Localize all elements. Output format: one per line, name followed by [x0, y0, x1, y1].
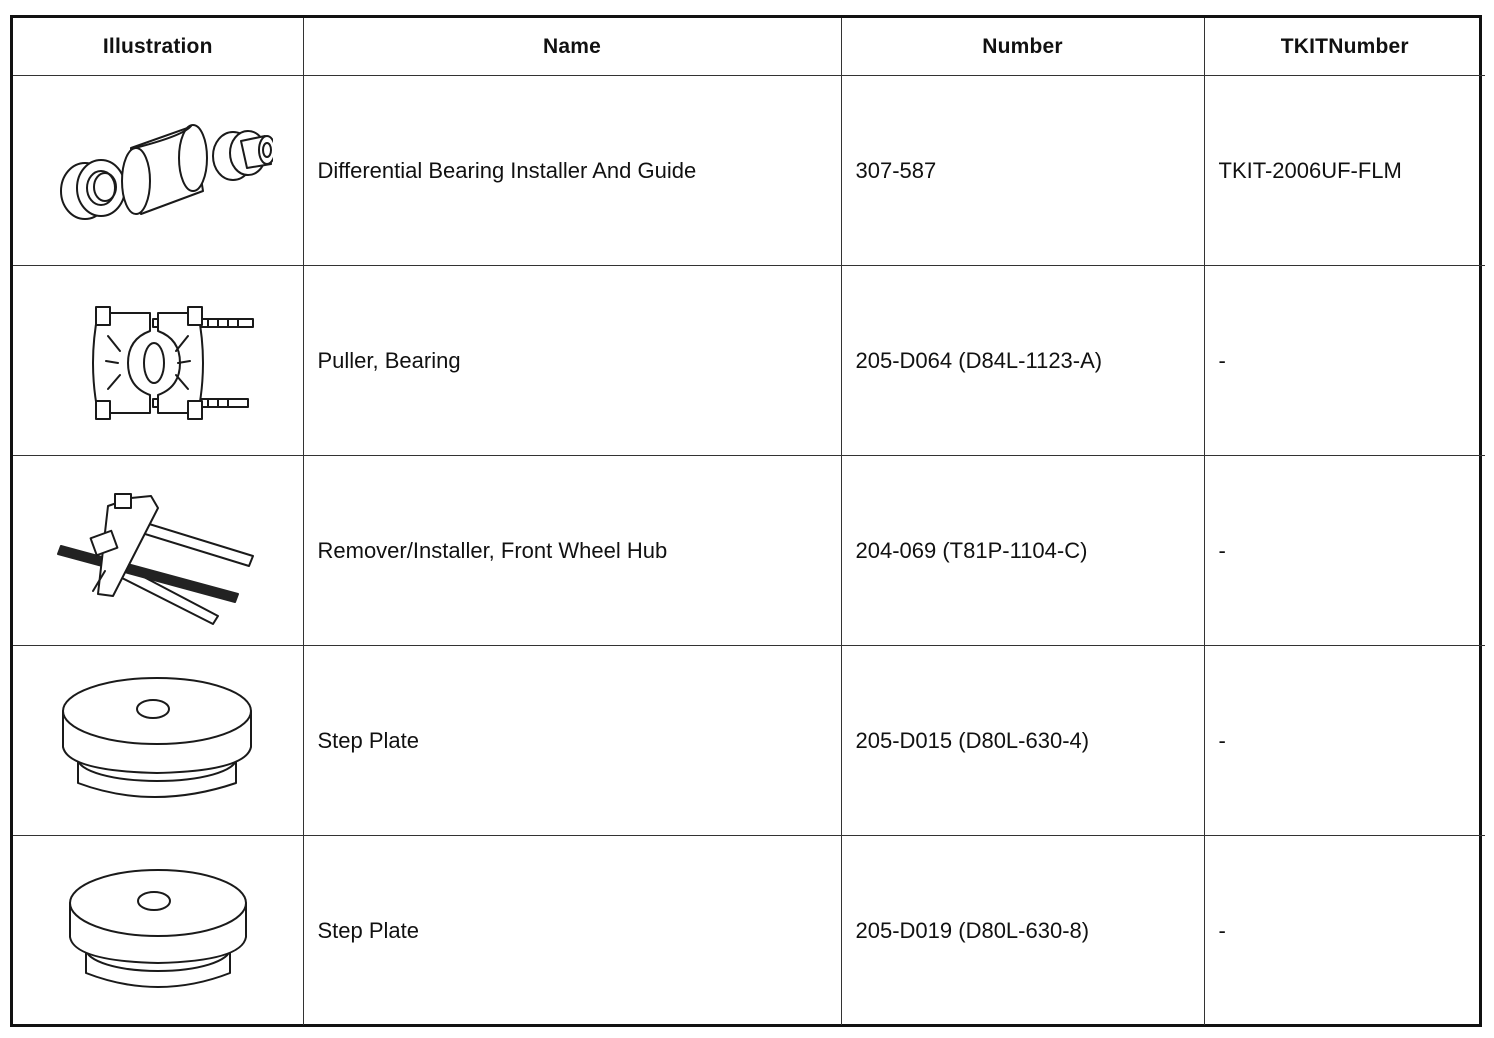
- tool-name-cell: Step Plate: [303, 646, 841, 836]
- tool-name-cell: Remover/Installer, Front Wheel Hub: [303, 456, 841, 646]
- table-header-row: [13, 18, 1485, 76]
- hub-remover-installer-icon: [53, 476, 263, 626]
- table-row: [13, 76, 1485, 266]
- illustration-cell: [13, 76, 303, 266]
- illustration-cell: [13, 456, 303, 646]
- differential-bearing-installer-icon: [43, 96, 273, 246]
- header-illustration: Illustration: [13, 18, 303, 76]
- table-row: [13, 456, 1485, 646]
- tool-number-cell: 307-587: [841, 76, 1204, 266]
- table-row: [13, 646, 1485, 836]
- tool-name-cell: Step Plate: [303, 836, 841, 1026]
- tool-number-cell: 205-D019 (D80L-630-8): [841, 836, 1204, 1026]
- step-plate-icon: [58, 671, 258, 811]
- bearing-puller-icon: [58, 291, 258, 431]
- tkit-number-cell: -: [1204, 646, 1485, 836]
- tkit-number-cell: -: [1204, 266, 1485, 456]
- special-tools-table-container: [10, 15, 1482, 1027]
- special-tools-table: [13, 18, 1485, 1025]
- header-number: Number: [841, 18, 1204, 76]
- header-name: Name: [303, 18, 841, 76]
- tool-name-cell: Differential Bearing Installer And Guide: [303, 76, 841, 266]
- table-row: [13, 266, 1485, 456]
- illustration-cell: [13, 266, 303, 456]
- tool-number-cell: 205-D015 (D80L-630-4): [841, 646, 1204, 836]
- tkit-number-cell: -: [1204, 456, 1485, 646]
- tkit-number-cell: -: [1204, 836, 1485, 1026]
- tool-name-cell: Puller, Bearing: [303, 266, 841, 456]
- tool-number-cell: 204-069 (T81P-1104-C): [841, 456, 1204, 646]
- step-plate-icon: [58, 861, 258, 1001]
- tool-number-cell: 205-D064 (D84L-1123-A): [841, 266, 1204, 456]
- table-row: [13, 836, 1485, 1026]
- illustration-cell: [13, 836, 303, 1026]
- tkit-number-cell: TKIT-2006UF-FLM: [1204, 76, 1485, 266]
- illustration-cell: [13, 646, 303, 836]
- header-tkit-number: TKITNumber: [1204, 18, 1485, 76]
